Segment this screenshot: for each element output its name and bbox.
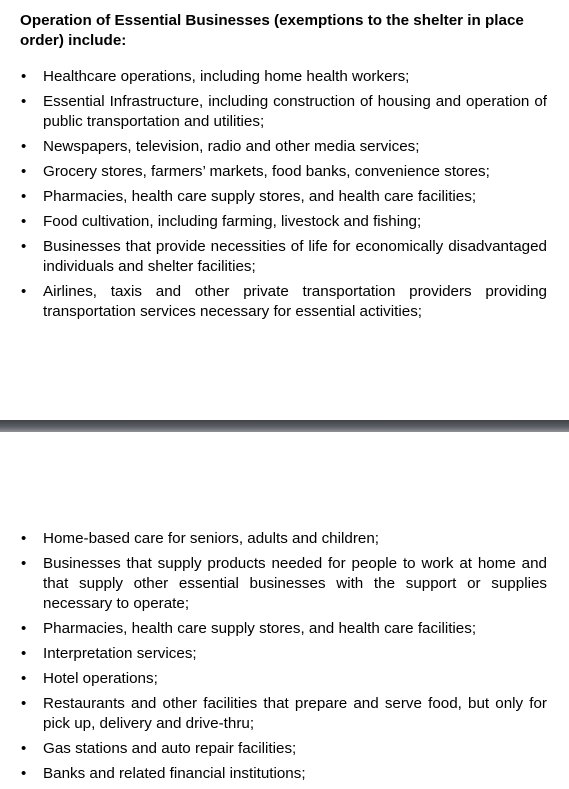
- list-item: [0, 554, 569, 614]
- bullet-icon: •: [21, 68, 27, 85]
- bullet-icon: •: [21, 213, 27, 230]
- list-item-text: Food cultivation, including farming, livestock and fishing;: [43, 213, 422, 230]
- list-item: [0, 237, 569, 277]
- list-item-text: Banks and related financial institutions;: [43, 765, 306, 782]
- bullet-icon: •: [21, 645, 27, 662]
- bullet-icon: •: [21, 530, 27, 547]
- bullet-icon: •: [21, 238, 27, 255]
- section-heading: Operation of Essential Businesses (exemptions to the shelter in place order) include:: [20, 12, 524, 49]
- list-item: [0, 67, 569, 87]
- list-item-text: Hotel operations;: [43, 670, 158, 687]
- essential-business-list-bottom: [0, 529, 569, 789]
- list-item: [0, 212, 569, 232]
- list-item-text: Pharmacies, health care supply stores, and health care facilities;: [43, 620, 477, 637]
- list-item: [0, 92, 569, 132]
- bullet-icon: •: [21, 765, 27, 782]
- list-item-text: Businesses that supply products needed for people to work at home and that supply other essential businesses with the support or supplies necessary to operate;: [43, 555, 547, 612]
- bullet-icon: •: [21, 283, 27, 300]
- bullet-icon: •: [21, 695, 27, 712]
- document-page-bottom: [0, 432, 569, 786]
- list-item: [0, 669, 569, 689]
- bullet-icon: •: [21, 620, 27, 637]
- bullet-icon: •: [21, 670, 27, 687]
- list-item: [0, 619, 569, 639]
- list-item: [0, 529, 569, 549]
- bullet-icon: •: [21, 555, 27, 572]
- list-item-text: Newspapers, television, radio and other media services;: [43, 138, 420, 155]
- list-item: [0, 739, 569, 759]
- bullet-icon: •: [21, 188, 27, 205]
- list-item: [0, 137, 569, 157]
- list-item-text: Healthcare operations, including home health workers;: [43, 68, 410, 85]
- list-item: [0, 187, 569, 207]
- bullet-icon: •: [21, 93, 27, 110]
- list-item: [0, 162, 569, 182]
- list-item-text: Home-based care for seniors, adults and children;: [43, 530, 379, 547]
- list-item: [0, 644, 569, 664]
- list-item-text: Airlines, taxis and other private transportation providers providing transportation services necessary for essential activities;: [43, 283, 547, 320]
- list-item-text: Restaurants and other facilities that prepare and serve food, but only for pick up, delivery and drive-thru;: [43, 695, 547, 732]
- list-item: [0, 764, 569, 784]
- bullet-icon: •: [21, 163, 27, 180]
- list-item-text: Businesses that provide necessities of life for economically disadvantaged individuals and shelter facilities;: [43, 238, 547, 275]
- bullet-icon: •: [21, 740, 27, 757]
- page-break-divider: [0, 420, 569, 432]
- list-item: [0, 694, 569, 734]
- list-item-text: Essential Infrastructure, including construction of housing and operation of public transportation and utilities;: [43, 93, 547, 130]
- list-item-text: Gas stations and auto repair facilities;: [43, 740, 297, 757]
- list-item-text: Interpretation services;: [43, 645, 197, 662]
- bullet-icon: •: [21, 138, 27, 155]
- list-item: [0, 282, 569, 322]
- essential-business-list-top: [0, 67, 569, 327]
- list-item-text: Pharmacies, health care supply stores, and health care facilities;: [43, 188, 477, 205]
- list-item-text: Grocery stores, farmers’ markets, food banks, convenience stores;: [43, 163, 490, 180]
